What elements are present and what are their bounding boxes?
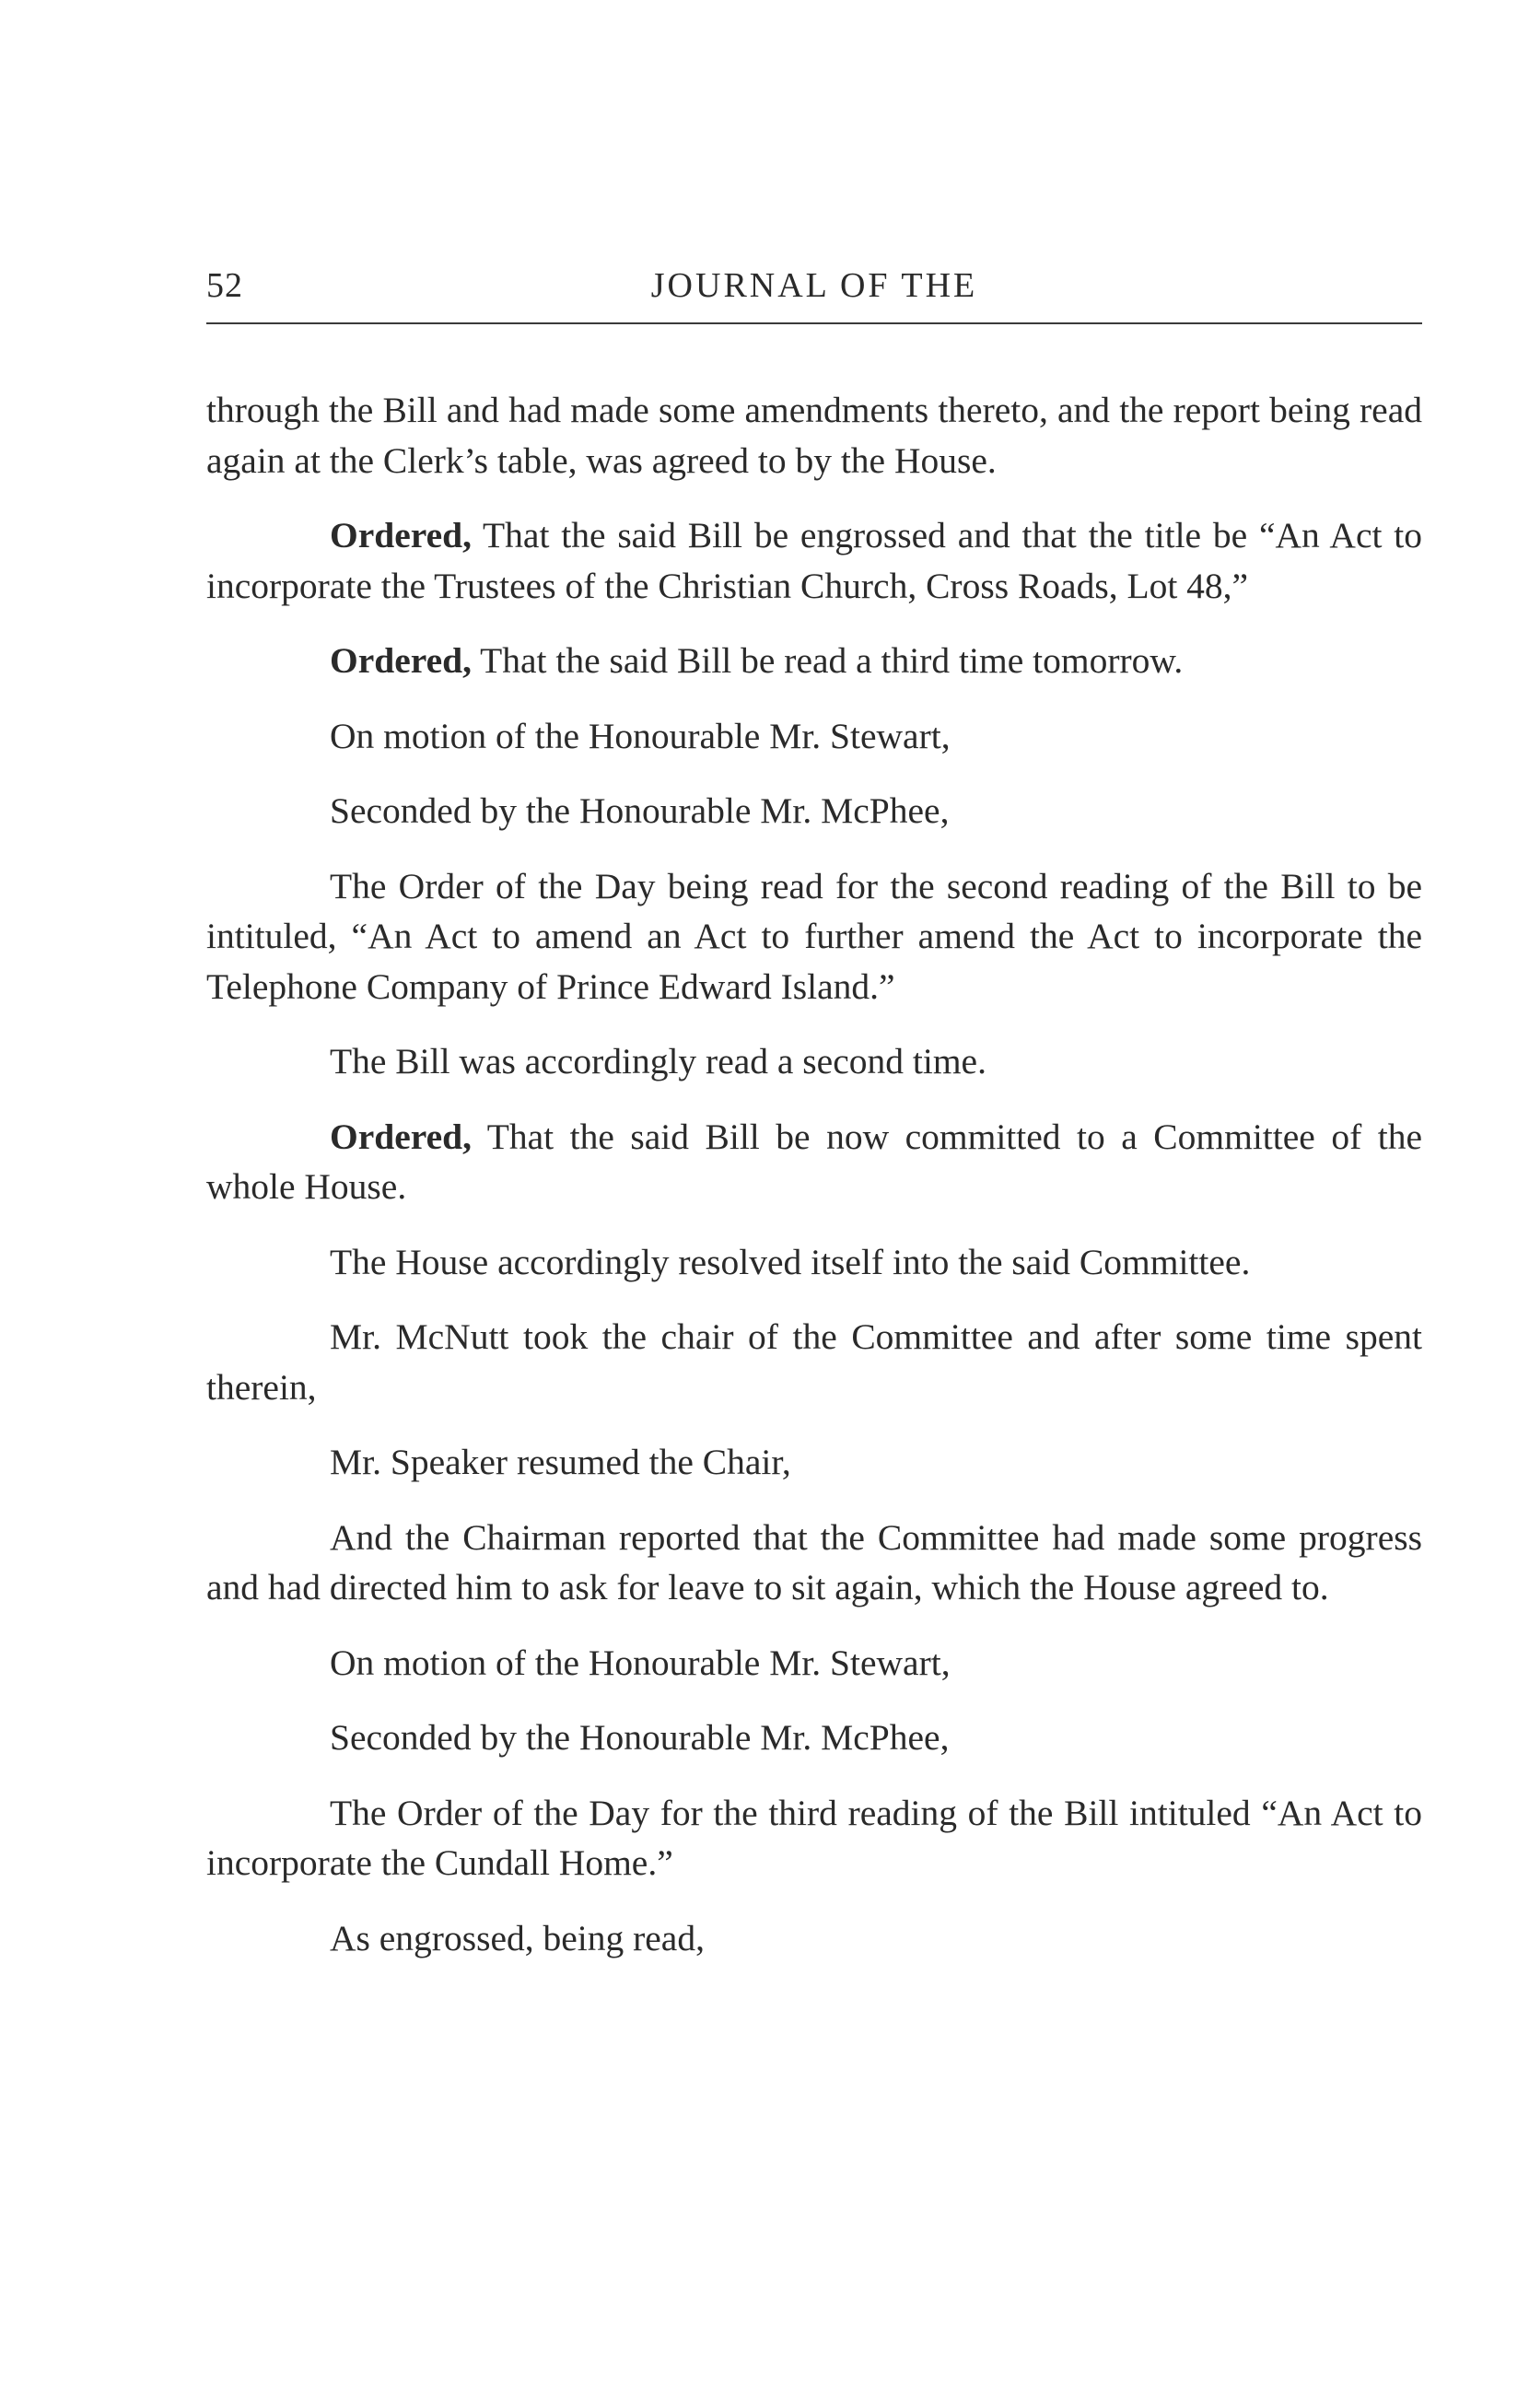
paragraph	[206, 861, 1422, 1012]
paragraph	[206, 711, 1422, 762]
paragraph-text: Seconded by the Honourable Mr. McPhee,	[330, 790, 950, 831]
paragraph-text: The Order of the Day being read for the second reading of the Bill to be intituled, “An Act to amend an Act to further amend the Act to incorporate the Telephone Company of Prince Edward Island.”	[206, 865, 1422, 1007]
paragraph	[206, 1036, 1422, 1087]
paragraph	[206, 1112, 1422, 1212]
paragraph-text: That the said Bill be engrossed and that the title be “An Act to incorporate the Trustees of the Christian Church, Cross Roads, Lot 48,”	[206, 515, 1422, 606]
paragraph	[206, 1513, 1422, 1613]
paragraph-text: Mr. Speaker resumed the Chair,	[330, 1442, 791, 1482]
paragraph	[206, 786, 1422, 836]
paragraph	[206, 385, 1422, 485]
paragraph-text: As engrossed, being read,	[330, 1917, 705, 1958]
paragraph	[206, 1312, 1422, 1412]
paragraph	[206, 1638, 1422, 1689]
paragraph	[206, 1237, 1422, 1288]
paragraph-text: The Bill was accordingly read a second time.	[330, 1041, 986, 1081]
paragraph-text: The Order of the Day for the third reading of the Bill intituled “An Act to incorporate the Cundall Home.”	[206, 1792, 1422, 1883]
body-text	[206, 385, 1422, 1988]
paragraph-lead: Ordered,	[330, 640, 472, 681]
page-number: 52	[206, 266, 243, 305]
paragraph-text: That the said Bill be read a third time tomorrow.	[471, 640, 1184, 681]
paragraph-text: On motion of the Honourable Mr. Stewart,	[330, 1642, 951, 1683]
paragraph	[206, 1437, 1422, 1488]
paragraph	[206, 510, 1422, 611]
paragraph-text: And the Chairman reported that the Committee had made some progress and had directed him to ask for leave to sit again, which the House agreed to.	[206, 1516, 1422, 1607]
paragraph-text: Seconded by the Honourable Mr. McPhee,	[330, 1717, 950, 1758]
paragraph-lead: Ordered,	[330, 515, 472, 555]
paragraph-text: The House accordingly resolved itself into the said Committee.	[330, 1241, 1251, 1282]
paragraph	[206, 1913, 1422, 1964]
paragraph-text: through the Bill and had made some amendments thereto, and the report being read again at the Clerk’s table, was agreed to by the House.	[206, 390, 1422, 481]
page-header	[206, 256, 1422, 311]
paragraph	[206, 636, 1422, 686]
paragraph	[206, 1788, 1422, 1888]
paragraph-text: That the said Bill be now committed to a Committee of the whole House.	[206, 1116, 1422, 1207]
paragraph-lead: Ordered,	[330, 1116, 472, 1157]
paragraph-text: Mr. McNutt took the chair of the Committee and after some time spent therein,	[206, 1316, 1422, 1408]
running-head: JOURNAL OF THE	[650, 266, 978, 305]
header-rule	[206, 322, 1422, 324]
paragraph	[206, 1712, 1422, 1763]
paragraph-text: On motion of the Honourable Mr. Stewart,	[330, 715, 951, 756]
